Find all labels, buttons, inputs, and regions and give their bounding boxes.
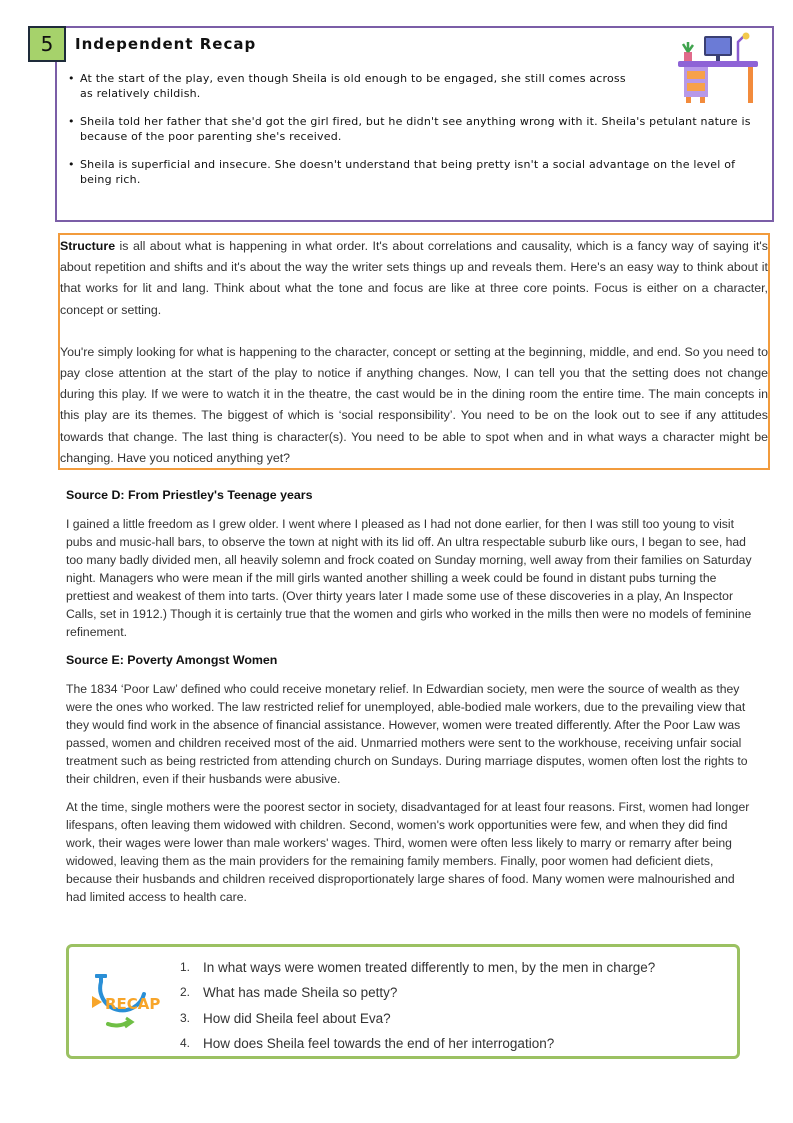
question-item	[180, 1031, 655, 1056]
desk-computer-icon	[674, 32, 762, 104]
structure-paragraph: You're simply looking for what is happening to the character, concept or setting at the beginning, middle, and end. So you need to pay close attention at the start of the play to notice if anything changes. Now, I can tell you that the setting does not change during this play. If we were to watch it in the theatre, the cast would be in the dining room the entire time. The main concepts in this play are its themes. The biggest of which is ‘social responsibility’. You need to be on the look out to see if any attitudes towards that change. The last thing is character(s). You need to be able to spot when and in what ways a character might be changing. Have you noticed anything yet?	[60, 344, 768, 465]
structure-explanation	[60, 236, 768, 469]
question-text: What has made Sheila so petty?	[203, 985, 398, 1001]
recap-bullet: • Sheila told her father that she'd got the girl fired, but he didn't see anything wrong with it. Sheila's petulant nature is because of the poor parenting she's received.	[68, 114, 768, 144]
sources-section	[66, 486, 756, 916]
recap-question-list	[180, 955, 655, 1056]
recap-bullet-list	[68, 71, 768, 200]
structure-paragraph-body: is all about what is happening in what order. It's about correlations and causality, which is a fancy way of saying it's about repetition and shifts and it's about the way the writer sets things up and reveals them. Here's an easy way to think about it that works for lit and lang. Think about what the tone and focus are like at three core points. Focus is either on a character, concept or setting.	[60, 239, 768, 317]
question-item	[180, 980, 655, 1005]
question-text: In what ways were women treated differently to men, by the men in charge?	[203, 960, 656, 975]
question-number: 1.	[180, 960, 191, 974]
question-text: How did Sheila feel about Eva?	[203, 1010, 391, 1026]
section-number: 5	[40, 32, 54, 56]
question-number: 3.	[180, 1010, 191, 1025]
recap-bullet: • At the start of the play, even though Sheila is old enough to be engaged, she still comes across as relatively childish.	[68, 71, 640, 101]
question-text: How does Sheila feel towards the end of her interrogation?	[203, 1035, 555, 1051]
question-number: 4.	[180, 1035, 191, 1050]
source-d-text: I gained a little freedom as I grew older. I went where I pleased as I had not done earlier, for then I was still too young to visit pubs and music-hall bars, to observe the town at night with its lid off. An ultra respectable suburb like ours, I began to see, had too many badly divided men, all heavily solemn and frock coated on Sunday morning, well away from their families on Saturday night. Managers who were mean if the mill girls wanted another shilling a week could be found in distant pubs turning the prettiest and weakest of them into tarts. (Over thirty years later I made some use of these discoveries in a play, An Inspector Calls, set in 1912.) Though it is certainly true that the women and girls who worked in the mills then were no models of feminine refinement.	[66, 517, 752, 639]
source-e-paragraph: At the time, single mothers were the poorest sector in society, disadvantaged for at least four reasons. First, women had longer lifespans, often leaving them widowed with children. Second, women's work opportunities were few, and when they did find work, their wages were lower than male workers' wages. Third, women were often less likely to marry or remarry after being widowed, leaving them as the main providers for the remaining family members. Finally, poor women had deficient diets, because their husbands and children received disproportionately large shares of food. Many women were malnourished and had limited access to health care.	[66, 800, 750, 904]
structure-keyword: Structure	[60, 239, 116, 253]
recap-bullet: • Sheila is superficial and insecure. She doesn't understand that being pretty isn't a social advantage on the level of being rich.	[68, 157, 768, 187]
recap-stopwatch-icon	[78, 972, 168, 1032]
structure-paragraph	[60, 236, 768, 321]
section-number-badge	[28, 26, 66, 62]
source-d-heading: Source D: From Priestley's Teenage years	[66, 488, 313, 502]
recap-badge-text: RECAP	[105, 995, 161, 1013]
question-item	[180, 955, 655, 980]
source-e-paragraph: The 1834 ‘Poor Law’ defined who could receive monetary relief. In Edwardian society, men were the source of wealth as they were the ones who worked. The law restricted relief for unemployed, able-bodied male workers, due to the prevailing view that they would find work in the absence of financial assistance. However, women were treated differently. After the Poor Law was passed, women and children received most of the aid. Unmarried mothers were sent to the workhouse, receiving unfair social treatment such as being restricted from attending church on Sundays. During marriage disputes, women often lost the rights to their children, even if their husbands were abusive.	[66, 682, 748, 786]
source-e-heading: Source E: Poverty Amongst Women	[66, 653, 278, 667]
question-number: 2.	[180, 985, 191, 1000]
question-item	[180, 1006, 655, 1031]
section-title: Independent Recap	[75, 35, 257, 53]
